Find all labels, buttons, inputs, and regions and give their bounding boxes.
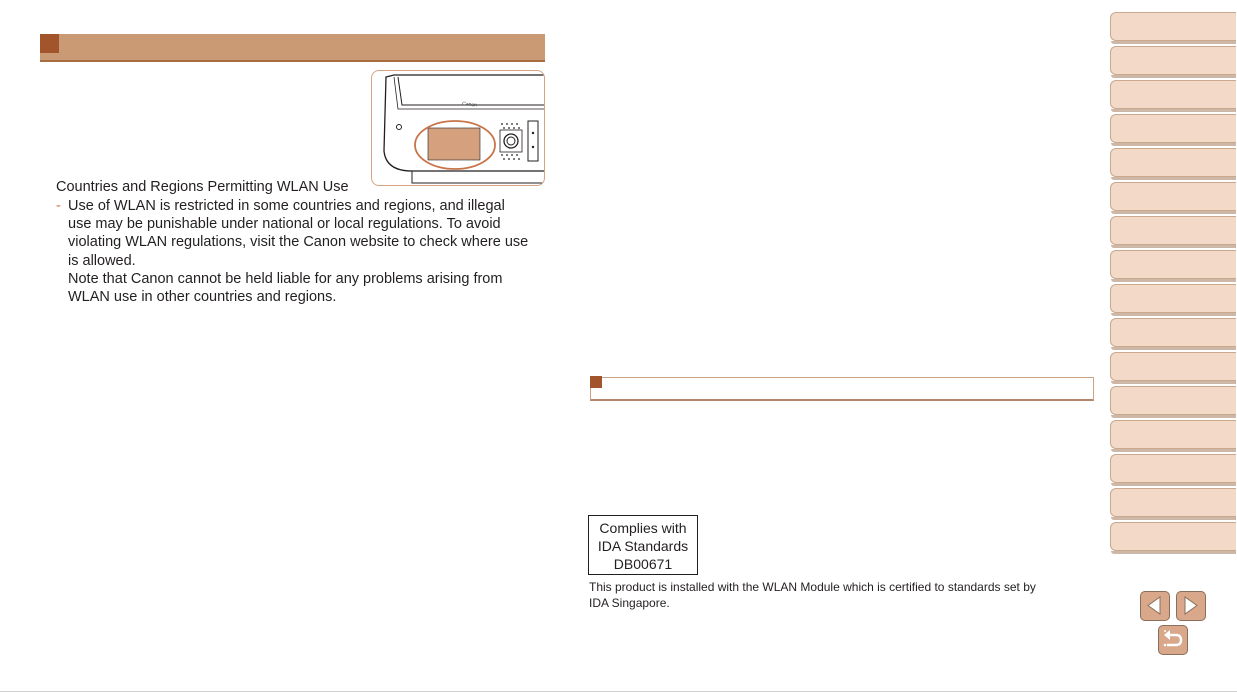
countries-title: Countries and Regions Permitting WLAN Use: [56, 179, 349, 195]
section-marker-square: [40, 34, 59, 53]
chapter-tab-1[interactable]: [1110, 12, 1236, 41]
certification-text: [589, 580, 1089, 611]
chapter-tab-4[interactable]: [1110, 114, 1236, 143]
camera-brand-text: Canon: [461, 101, 478, 109]
chapter-tab-12[interactable]: [1110, 386, 1236, 415]
note-line: WLAN use in other countries and regions.: [68, 289, 337, 306]
note-line: Note that Canon cannot be held liable for any problems arising from: [68, 270, 503, 287]
return-arrow-icon: [1159, 626, 1186, 653]
ida-line: Complies with: [599, 520, 687, 536]
chapter-tab-7[interactable]: [1110, 216, 1236, 245]
chapter-tab-16[interactable]: [1110, 522, 1236, 551]
sub-section-marker-square: [590, 376, 602, 388]
bullet-dash: -: [56, 198, 61, 214]
chapter-tab-5[interactable]: [1110, 148, 1236, 177]
chapter-tab-10[interactable]: [1110, 318, 1236, 347]
note-line: violating WLAN regulations, visit the Canon website to check where use: [68, 234, 529, 251]
chapter-tab-14[interactable]: [1110, 454, 1236, 483]
chapter-tab-2[interactable]: [1110, 46, 1236, 75]
camera-illustration: [371, 70, 545, 186]
ida-compliance-label: [588, 515, 698, 575]
cert-line: This product is installed with the WLAN Module which is certified to standards set by: [589, 580, 1036, 594]
note-line: use may be punishable under national or local regulations. To avoid: [68, 216, 501, 233]
left-triangle-icon: [1141, 592, 1168, 619]
cert-line: IDA Singapore.: [589, 595, 670, 610]
chapter-tab-13[interactable]: [1110, 420, 1236, 449]
ida-line: IDA Standards: [597, 538, 689, 554]
prev-page-button[interactable]: [1140, 591, 1170, 621]
sub-section-header-bar: [590, 377, 1094, 401]
right-triangle-icon: [1177, 592, 1204, 619]
note-item: [56, 197, 556, 306]
next-page-button[interactable]: [1176, 591, 1206, 621]
chapter-tab-6[interactable]: [1110, 182, 1236, 211]
note-line: Use of WLAN is restricted in some countries and regions, and illegal: [68, 198, 505, 214]
section-header-bar: [40, 34, 545, 62]
ida-line: DB00671: [613, 556, 673, 572]
note-line: is allowed.: [68, 252, 136, 269]
chapter-tab-9[interactable]: [1110, 284, 1236, 313]
chapter-tab-11[interactable]: [1110, 352, 1236, 381]
back-button[interactable]: [1158, 625, 1188, 655]
chapter-tab-3[interactable]: [1110, 80, 1236, 109]
chapter-tab-8[interactable]: [1110, 250, 1236, 279]
page-bottom-edge: [0, 691, 1237, 692]
chapter-tab-15[interactable]: [1110, 488, 1236, 517]
wlan-note: [56, 197, 556, 306]
